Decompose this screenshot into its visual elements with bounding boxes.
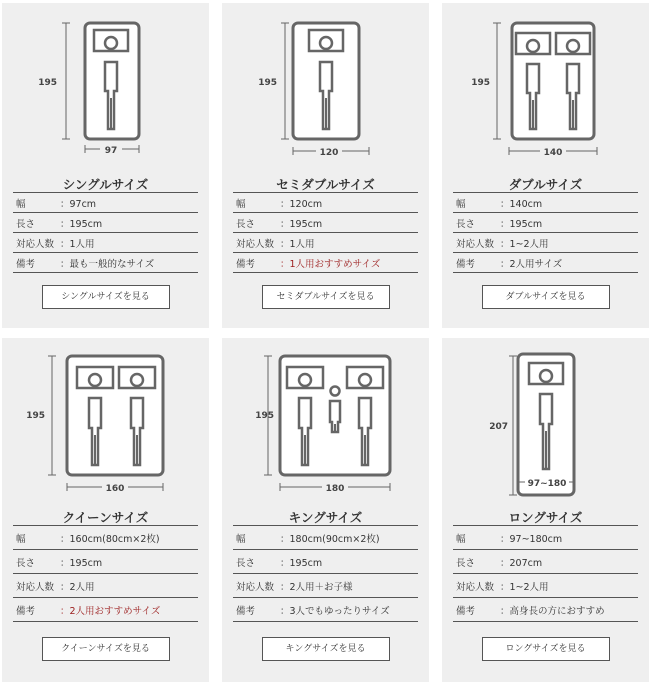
height-label: 195 <box>471 78 490 88</box>
view-queen-button[interactable]: クイーンサイズを見る <box>42 637 170 661</box>
height-label: 195 <box>255 411 274 421</box>
width-label: 97~180 <box>527 479 567 489</box>
view-long-button[interactable]: ロングサイズを見る <box>482 637 610 661</box>
semi-double-bed-diagram-icon <box>222 3 429 173</box>
card-title: クイーンサイズ <box>62 510 149 525</box>
height-label: 195 <box>38 78 57 88</box>
card-title: ダブルサイズ <box>508 177 583 192</box>
width-label: 97 <box>104 146 118 156</box>
card-title: キングサイズ <box>288 510 363 525</box>
width-label: 180 <box>325 484 345 494</box>
card-title: シングルサイズ <box>62 177 149 192</box>
view-semi-double-button[interactable]: セミダブルサイズを見る <box>262 285 390 309</box>
bed-card-king: 195 180 キングサイズ 幅 ：180cm(90cm×2枚) 長さ ：195cm 対応人数 ：2人用＋お子様 備考 ：3人でもゆったりサイズ キングサイズを見る <box>222 338 429 682</box>
bed-card-double: 195 140 ダブルサイズ 幅 ：140cm 長さ ：195cm 対応人数 ：1~2人用 備考 ：2人用サイズ ダブルサイズを見る <box>442 3 649 328</box>
bed-card-single: 195 97 シングルサイズ 幅 ：97cm 長さ ：195cm 対応人数 ：1人用 備考 ：最も一般的なサイズ シングルサイズを見る <box>2 3 209 328</box>
view-single-button[interactable]: シングルサイズを見る <box>42 285 170 309</box>
double-bed-diagram-icon <box>442 3 649 173</box>
queen-bed-diagram-icon <box>2 338 209 503</box>
bed-card-semi-double: 195 120 セミダブルサイズ 幅 ：120cm 長さ ：195cm 対応人数 ：1人用 備考 ：1人用おすすめサイズ セミダブルサイズを見る <box>222 3 429 328</box>
king-bed-diagram-icon <box>222 338 429 503</box>
long-bed-diagram-icon <box>442 338 649 503</box>
height-label: 195 <box>258 78 277 88</box>
view-double-button[interactable]: ダブルサイズを見る <box>482 285 610 309</box>
single-bed-diagram-icon <box>2 3 209 173</box>
width-label: 140 <box>543 148 563 158</box>
view-king-button[interactable]: キングサイズを見る <box>262 637 390 661</box>
width-label: 120 <box>319 148 339 158</box>
bed-card-queen: 195 160 クイーンサイズ 幅 ：160cm(80cm×2枚) 長さ ：195cm 対応人数 ：2人用 備考 ：2人用おすすめサイズ クイーンサイズを見る <box>2 338 209 682</box>
height-label: 207 <box>489 422 508 432</box>
card-title: ロングサイズ <box>508 510 583 525</box>
card-title: セミダブルサイズ <box>276 177 375 192</box>
height-label: 195 <box>26 411 45 421</box>
width-label: 160 <box>105 484 125 494</box>
bed-card-long: 207 97~180 ロングサイズ 幅 ：97~180cm 長さ ：207cm 対応人数 ：1~2人用 備考 ：高身長の方におすすめ ロングサイズを見る <box>442 338 649 682</box>
